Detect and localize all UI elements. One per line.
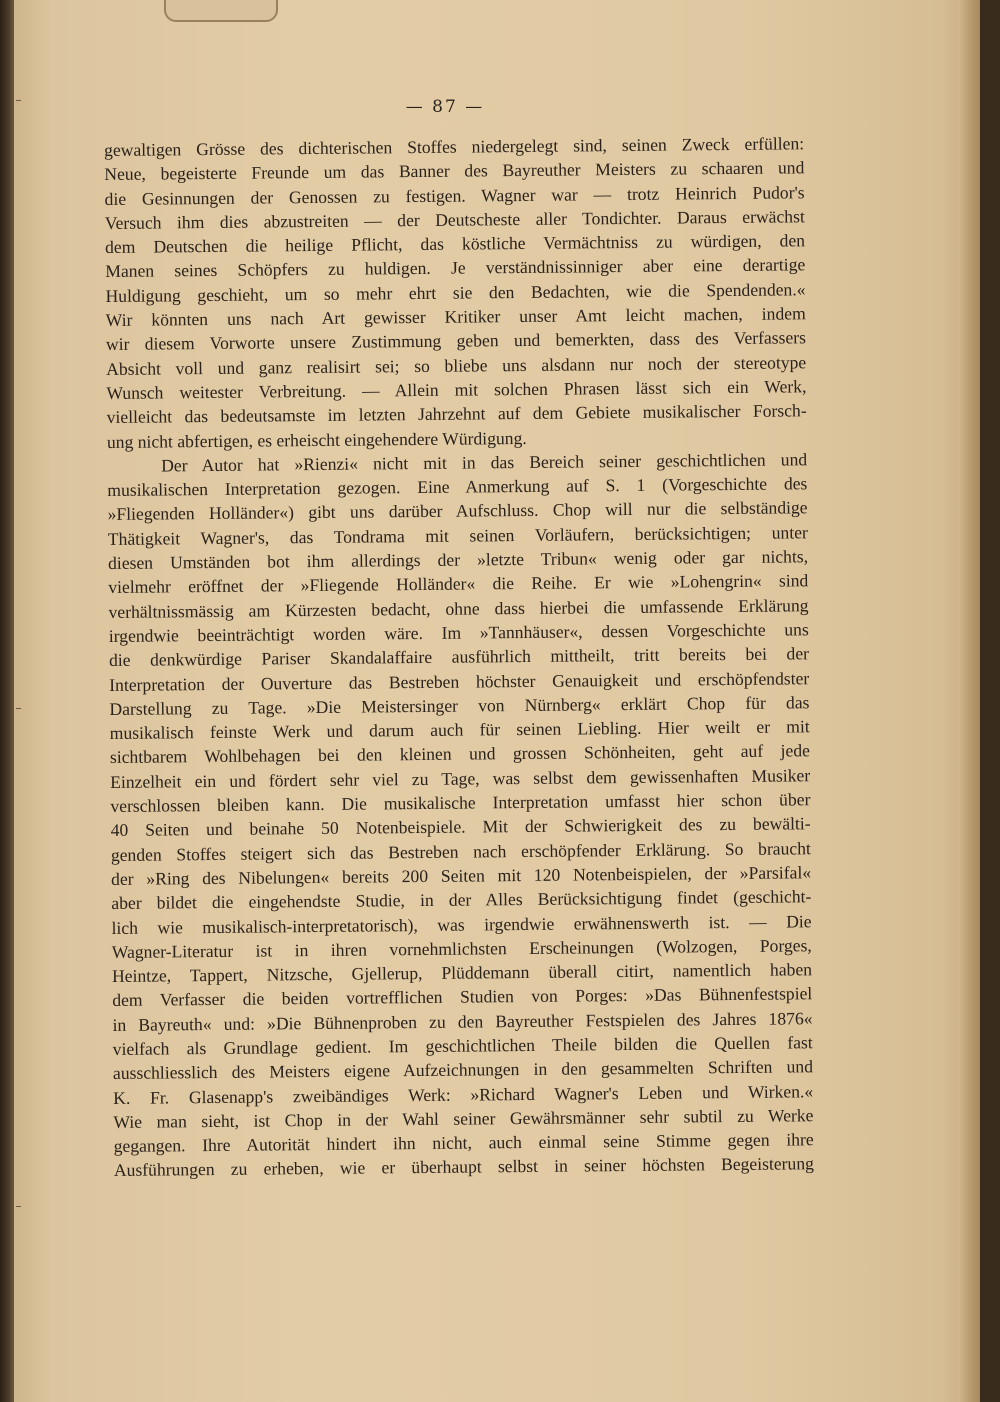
text-line: Wir könnten uns nach Art gewisser Kritiker unser Amt leicht machen, indem xyxy=(105,303,806,331)
text-line: vielleicht das bedeutsamste im letzten Jahrzehnt auf dem Gebiete musikalischer Forsch- xyxy=(106,400,807,428)
text-line: Wunsch weitester Verbreitung. — Allein mit solchen Phrasen lässt sich ein Werk, xyxy=(106,376,807,403)
body-text xyxy=(104,131,814,1182)
text-line: Manen seines Schöpfers zu huldigen. Je verständnissinniger aber eine derartige xyxy=(105,254,806,282)
text-line: Wie man sieht, ist Chop in der Wahl seiner Gewährsmänner sehr subtil zu Werke xyxy=(113,1105,814,1132)
paragraph-2 xyxy=(107,447,814,1183)
text-line: verhältnissmässig am Kürzesten bedacht, ohne dass hierbei die umfassende Erklärung xyxy=(108,594,809,622)
book-spine xyxy=(0,0,14,1402)
text-line: in Bayreuth« und: »Die Bühnenproben zu den Bayreuther Festspielen des Jahres 1876« xyxy=(112,1007,813,1035)
text-line: irgendwie beeinträchtigt worden wäre. Im »Tannhäuser«, dessen Vorgeschichte uns xyxy=(108,619,809,646)
text-line: genden Stoffes steigert sich das Bestreben nach erschöpfender Erklärung. So braucht xyxy=(110,837,811,865)
text-line: gewaltigen Grösse des dichterischen Stoffes niedergelegt sind, seinen Zweck erfüllen: xyxy=(104,133,805,160)
text-line: K. Fr. Glasenapp's zweibändiges Werk: »Richard Wagner's Leben und Wirken.« xyxy=(113,1080,814,1108)
text-line: Wagner-Literatur ist in ihren vornehmlichsten Erscheinungen (Wolzogen, Porges, xyxy=(111,935,812,962)
text-line: Ausführungen zu erheben, wie er überhaupt selbst in seiner höchsten Begeisterung xyxy=(113,1153,814,1181)
text-line: verschlossen bleiben kann. Die musikalische Interpretation umfasst hier schon über xyxy=(110,789,811,816)
page-tab xyxy=(164,0,278,22)
text-line: Neue, begeisterte Freunde um das Banner des Bayreuther Meisters zu schaaren und xyxy=(104,157,805,185)
text-line: musikalisch feinste Werk und darum auch für seinen Liebling. Hier weilt er mit xyxy=(109,716,810,744)
text-line: Heintze, Tappert, Nitzsche, Gjellerup, Plüddemann überall citirt, namentlich haben xyxy=(111,959,813,987)
text-line: vielfach als Grundlage gedient. Im geschichtlichen Theile bilden die Quellen fast xyxy=(112,1032,813,1059)
text-line: diesen Umständen bot ihm allerdings der »letzte Tribun« wenig oder gar nichts, xyxy=(107,546,809,574)
text-line: vielmehr eröffnet der »Fliegende Holländer« die Reihe. Er wie »Lohengrin« sind xyxy=(108,570,809,598)
text-line: sichtbarem Wohlbehagen bei den kleinen und grossen Schönheiten, geht auf jede xyxy=(109,740,811,768)
text-line: dem Verfasser die beiden vortrefflichen Studien von Porges: »Das Bühnenfestspiel xyxy=(112,983,813,1011)
text-line: 40 Seiten und beinahe 50 Notenbeispiele. Mit der Schwierigkeit des zu bewälti- xyxy=(110,813,811,841)
text-line: Huldigung geschieht, um so mehr ehrt sie den Bedachten, wie die Spendenden.« xyxy=(105,279,806,306)
text-line: Thätigkeit Wagner's, das Tondrama mit seinen Vorläufern, berücksichtigen; unter xyxy=(107,522,808,549)
text-line: ung nicht abfertigen, es erheischt eingehendere Würdigung. xyxy=(106,427,527,452)
text-line: die Gesinnungen der Genossen zu festigen. Wagner war — trotz Heinrich Pudor's xyxy=(104,181,805,209)
text-line: Absicht voll und ganz realisirt sei; so bliebe uns alsdann nur noch der stereotype xyxy=(106,351,807,379)
text-line: wir diesem Vorworte unsere Zustimmung geben und bemerkten, dass des Verfassers xyxy=(105,327,807,355)
margin-mark xyxy=(16,708,21,709)
text-line: ausschliesslich des Meisters eigene Aufzeichnungen in den gesammelten Schriften und xyxy=(112,1056,814,1084)
text-line: Versuch ihm dies abzustreiten — der Deutscheste aller Tondichter. Daraus erwächst xyxy=(104,206,805,233)
text-line: aber bildet die eingehendste Studie, in der Alles Berücksichtigung findet (geschicht- xyxy=(111,886,812,914)
paragraph-1 xyxy=(104,131,807,454)
text-line: dem Deutschen die heilige Pflicht, das köstliche Vermächtniss zu würdigen, den xyxy=(104,230,806,258)
margin-mark xyxy=(16,1206,21,1207)
text-line: gegangen. Ihre Autorität hindert ihn nicht, auch einmal seine Stimme gegen ihre xyxy=(113,1129,814,1157)
text-line: »Fliegenden Holländer«) gibt uns darüber Aufschluss. Chop will nur die selbständige xyxy=(107,497,808,525)
text-line: lich wie musikalisch-interpretatorisch), was irgendwie erwähnenswerth ist. — Die xyxy=(111,910,812,938)
text-line: der »Ring des Nibelungen« bereits 200 Seiten mit 120 Notenbeispielen, der »Parsifal« xyxy=(111,862,812,889)
text-line: musikalischen Interpretation gezogen. Eine Anmerkung auf S. 1 (Vorgeschichte des xyxy=(107,473,808,501)
text-line: die denkwürdige Pariser Skandalaffaire ausführlich mittheilt, tritt bereits bei der xyxy=(108,643,810,671)
text-line: Darstellung zu Tage. »Die Meistersinger von Nürnberg« erklärt Chop für das xyxy=(109,692,810,719)
text-line: Der Autor hat »Rienzi« nicht mit in das Bereich seiner geschichtlichen und xyxy=(161,449,808,476)
text-line: Interpretation der Ouverture das Bestreben höchster Genauigkeit und erschöpfendster xyxy=(109,667,810,695)
page-number: — 87 — xyxy=(405,97,485,117)
page-edge xyxy=(958,0,980,1402)
text-line: Einzelheit ein und fördert sehr viel zu Tage, was selbst dem gewissenhaften Musiker xyxy=(110,764,811,792)
